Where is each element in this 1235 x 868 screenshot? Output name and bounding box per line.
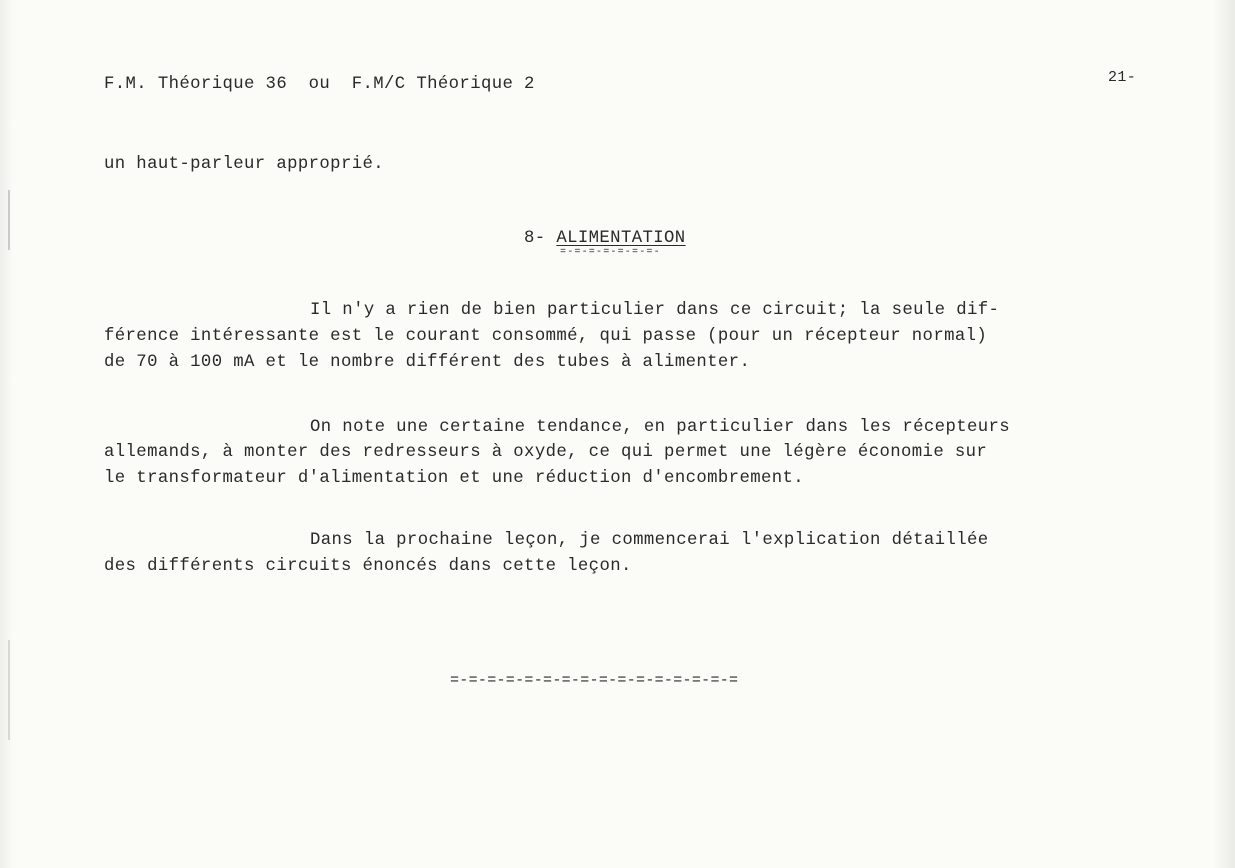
section-title-rule: =-=-=-=-=-=-=- [560,247,661,258]
paragraph-line: allemands, à monter des redresseurs à oxyde, ce qui permet une légère économie sur [104,443,988,462]
paragraph-line: Il n'y a rien de bien particulier dans ce circuit; la seule dif- [310,301,1000,320]
continuation-line: un haut-parleur approprié. [104,155,385,174]
paragraph-line: férence intéressante est le courant consommé, qui passe (pour un récepteur normal) [104,327,988,346]
page-number: 21- [1108,69,1137,86]
paragraph-line: des différents circuits énoncés dans cette leçon. [104,557,632,576]
paragraph-line: On note une certaine tendance, en particulier dans les récepteurs [310,418,1011,437]
paragraph-line: de 70 à 100 mA et le nombre différent des tubes à alimenter. [104,353,751,372]
paragraph-line: Dans la prochaine leçon, je commencerai l'explication détaillée [310,531,989,550]
end-rule: =-=-=-=-=-=-=-=-=-=-=-=-=-=-=-= [450,672,739,689]
section-title: ALIMENTATION [556,229,686,248]
margin-mark [8,190,10,250]
paragraph-line: le transformateur d'alimentation et une réduction d'encombrement. [104,469,805,488]
running-header: F.M. Théorique 36 ou F.M/C Théorique 2 [104,75,535,94]
margin-mark [8,640,10,740]
section-heading [524,230,686,247]
section-number: 8- [524,229,546,248]
